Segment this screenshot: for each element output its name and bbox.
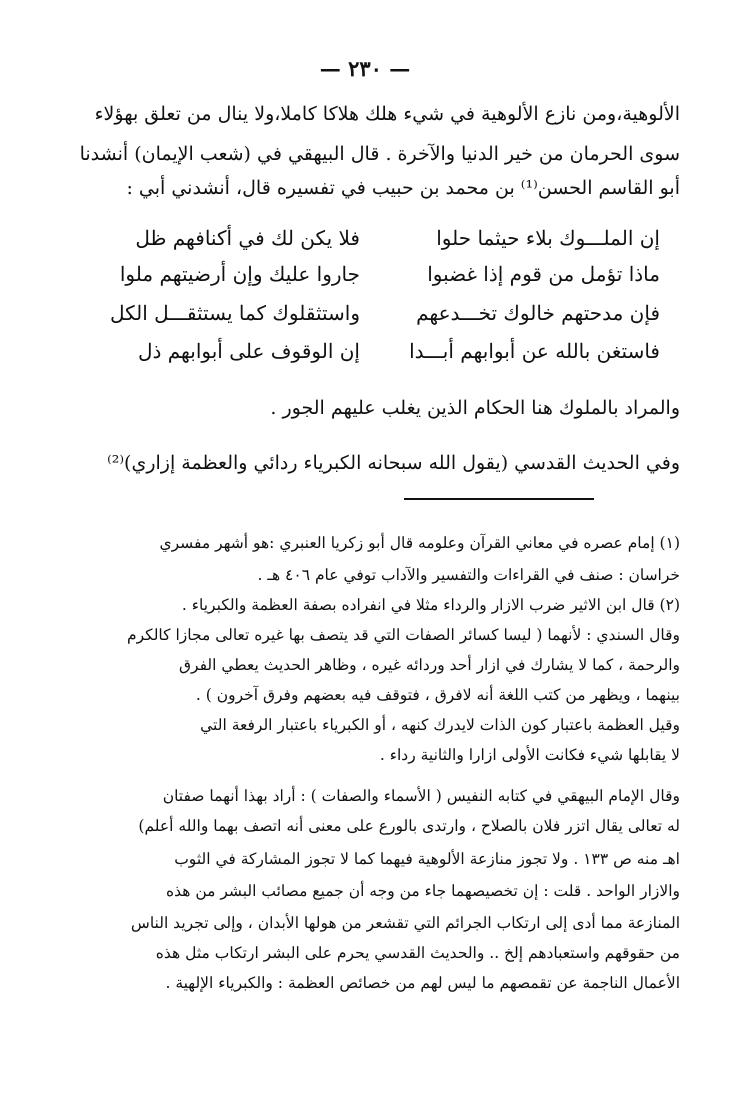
verse-2 — [60, 254, 660, 294]
footnote-line-9: وقال الإمام البيهقي في كتابه النفيس ( الأسماء والصفات ) : أراد بهذا أنهما صفتان — [162, 787, 680, 805]
verse-2-second-hemistich: جاروا عليك وإن أرضيتهم ملوا — [119, 262, 360, 286]
verse-4-second-hemistich: إن الوقوف على أبوابهم ذل — [137, 339, 360, 363]
page-number: — ٢٣٠ — — [319, 56, 411, 81]
verse-4-first-hemistich: فاستغن بالله عن أبوابهم أبـــدا — [409, 339, 660, 363]
verse-1 — [60, 218, 660, 258]
footnote-line-3: (٢) قال ابن الاثير ضرب الازار والرداء مثلا في انفراده بصفة العظمة والكبرياء . — [181, 596, 680, 614]
footnote-line-1: (١) إمام عصره في معاني القرآن وعلومه قال أبو زكريا العنبري :هو أشهر مفسري — [159, 534, 680, 552]
footnote-line-6: بينهما ، ويظهر من كتب اللغة أنه لافرق ، فتوقف فيه بعضهم وفرق آخرون ) . — [195, 686, 680, 704]
verse-4 — [60, 331, 660, 371]
footnote-line-15: الأعمال الناجمة عن تقمصهم ما ليس لهم من خصائص العظمة : والكبرياء الإلهية . — [165, 974, 680, 992]
intro-line-2: سوى الحرمان من خير الدنيا والآخرة . قال البيهقي في (شعب الإيمان) أنشدنا — [79, 143, 680, 165]
closing-line-2: وفي الحديث القدسي (يقول الله سبحانه الكبرياء ردائي والعظمة إزاري)⁽²⁾ — [107, 452, 680, 474]
verse-3-second-hemistich: واستثقلوك كما يستثقـــل الكل — [109, 301, 360, 325]
verse-1-first-hemistich: إن الملـــوك بلاء حيثما حلوا — [436, 226, 660, 250]
footnote-line-8: لا يقابلها شيء فكانت الأولى ازارا والثانية رداء . — [379, 746, 680, 764]
footnote-line-2: خراسان : صنف في القراءات والتفسير والآداب توفي عام ٤٠٦ هـ . — [257, 566, 680, 584]
footnote-line-5: والرحمة ، كما لا يشارك في ازار أحد وردائه غيره ، وظاهر الحديث يعطي الفرق — [179, 656, 680, 674]
footnote-line-11: اهـ منه ص ١٣٣ . ولا تجوز منازعة الألوهية فيهما كما لا تجوز المشاركة في الثوب — [174, 850, 680, 868]
footnote-divider — [404, 498, 594, 500]
verse-2-first-hemistich: ماذا تؤمل من قوم إذا غضبوا — [427, 262, 660, 286]
intro-line-3: أبو القاسم الحسن⁽¹⁾ بن محمد بن حبيب في تفسيره قال، أنشدني أبي : — [126, 177, 680, 199]
verse-1-second-hemistich: فلا يكن لك في أكنافهم ظل — [135, 226, 360, 250]
footnote-line-7: وقيل العظمة باعتبار كون الذات لايدرك كنهه ، أو الكبرياء باعتبار الرفعة التي — [200, 716, 680, 734]
closing-line-1: والمراد بالملوك هنا الحكام الذين يغلب عليهم الجور . — [270, 397, 680, 419]
intro-line-1: الألوهية،ومن نازع الألوهية في شيء هلك هلاكا كاملا،ولا ينال من تعلق بهؤلاء — [94, 103, 680, 125]
verse-3-first-hemistich: فإن مدحتهم خالوك تخـــدعهم — [416, 301, 660, 325]
footnote-line-10: له تعالى يقال اتزر فلان بالصلاح ، وارتدى بالورع على معنى أنه اتصف بهما والله أعلم) — [138, 817, 680, 835]
footnote-line-12: والازار الواحد . قلت : إن تخصيصهما جاء من وجه أن جميع مصائب البشر من هذه — [165, 882, 680, 900]
verse-3 — [60, 293, 660, 333]
footnote-line-13: المنازعة مما أدى إلى ارتكاب الجرائم التي تقشعر من هولها الأبدان ، وإلى تجريد الناس — [130, 914, 680, 932]
footnote-line-14: من حقوقهم واستعبادهم إلخ .. والحديث القدسي يحرم على البشر ارتكاب مثل هذه — [155, 944, 680, 962]
footnote-line-4: وقال السندي : لأنهما ( ليسا كسائر الصفات التي قد يتصف بها غيره تعالى مجازا كالكرم — [126, 626, 680, 644]
